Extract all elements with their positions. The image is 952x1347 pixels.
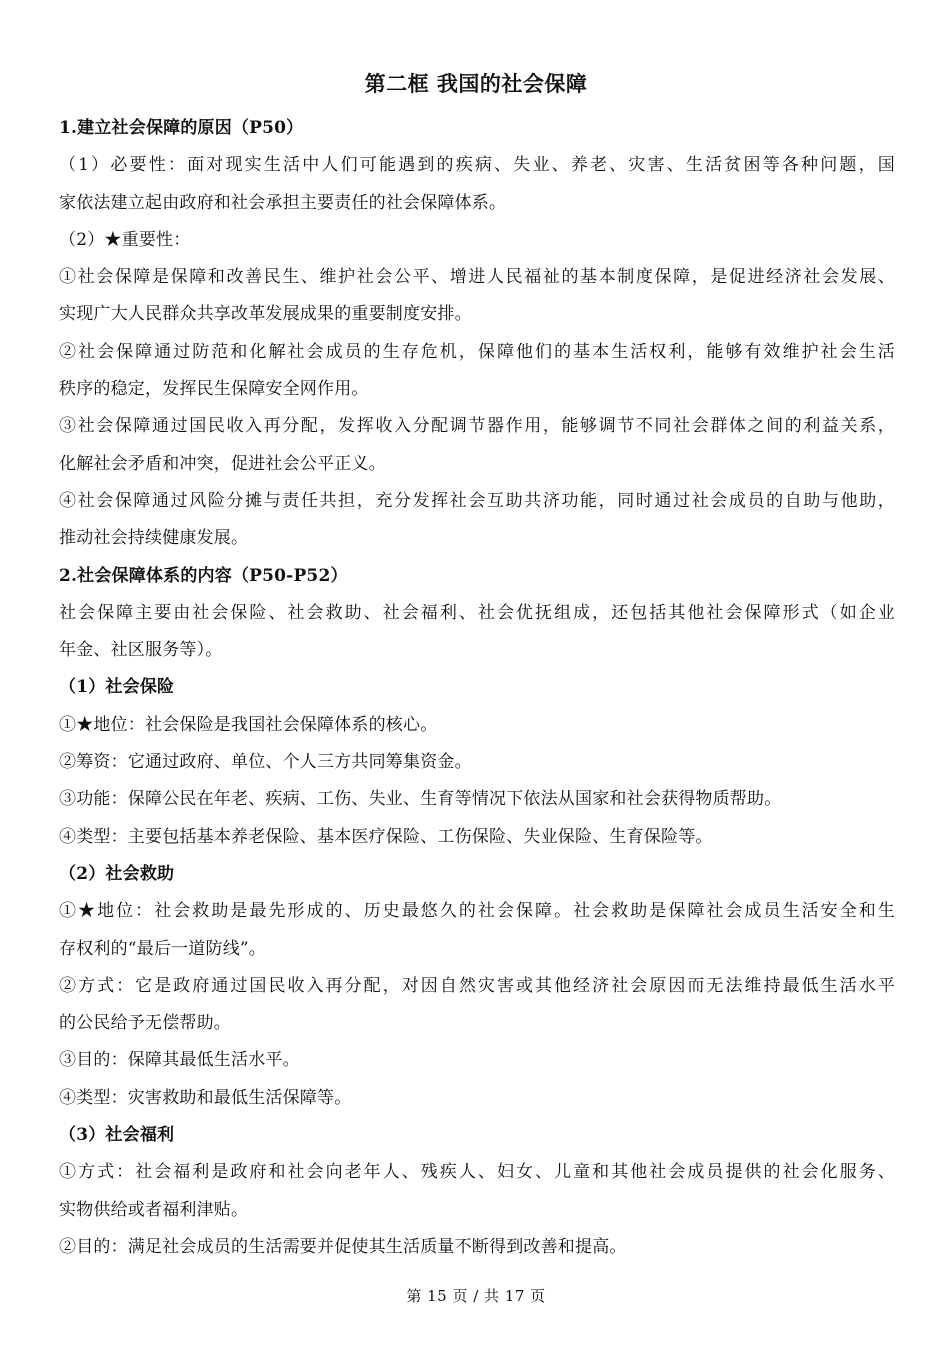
section-heading: （2）社会救助	[59, 863, 175, 884]
paragraph-line: ②方式：它是政府通过国民收入再分配，对因自然灾害或其他经济社会原因而无法维持最低生活水平	[59, 975, 895, 996]
section-heading: （1）社会保险	[59, 677, 175, 698]
paragraph-line: ③社会保障通过国民收入再分配，发挥收入分配调节器作用，能够调节不同社会群体之间的利益关系，	[59, 416, 895, 437]
section-heading: 1.建立社会保障的原因（P50）	[59, 118, 304, 138]
paragraph-line: ②社会保障通过防范和化解社会成员的生存危机，保障他们的基本生活权利，能够有效维护社会生活	[59, 341, 895, 362]
paragraph-line: 实物供给或者福利津贴。	[59, 1199, 249, 1220]
paragraph-line: ②筹资：它通过政府、单位、个人三方共同筹集资金。	[59, 752, 472, 773]
paragraph-line: ③目的：保障其最低生活水平。	[59, 1050, 300, 1071]
paragraph-line: ③功能：保障公民在年老、疾病、工伤、失业、生育等情况下依法从国家和社会获得物质帮助。	[59, 789, 782, 810]
paragraph-line: 推动社会持续健康发展。	[59, 528, 249, 549]
paragraph-line: 年金、社区服务等）。	[59, 640, 223, 661]
paragraph-line: （1）必要性：面对现实生活中人们可能遇到的疾病、失业、养老、灾害、生活贫困等各种问题，国	[59, 155, 895, 176]
paragraph-line: 家依法建立起由政府和社会承担主要责任的社会保障体系。	[59, 192, 507, 213]
section-heading: （3）社会福利	[59, 1125, 175, 1146]
paragraph-line: ①社会保障是保障和改善民生、维护社会公平、增进人民福祉的基本制度保障，是促进经济社会发展、	[59, 267, 895, 288]
paragraph-line: ②目的：满足社会成员的生活需要并促使其生活质量不断得到改善和提高。	[59, 1236, 627, 1257]
paragraph-line: 化解社会矛盾和冲突，促进社会公平正义。	[59, 453, 386, 474]
section-heading: 2.社会保障体系的内容（P50-P52）	[59, 565, 348, 586]
paragraph-line: ④社会保障通过风险分摊与责任共担，充分发挥社会互助共济功能，同时通过社会成员的自助与他助，	[59, 490, 895, 511]
document-body	[59, 110, 895, 1266]
paragraph-line: 社会保障主要由社会保险、社会救助、社会福利、社会优抚组成，还包括其他社会保障形式（如企业	[59, 602, 895, 623]
paragraph-line: 实现广大人民群众共享改革发展成果的重要制度安排。	[59, 304, 472, 325]
paragraph-line: ④类型：主要包括基本养老保险、基本医疗保险、工伤保险、失业保险、生育保险等。	[59, 826, 713, 847]
paragraph-line: ①★地位：社会保险是我国社会保障体系的核心。	[59, 714, 438, 735]
paragraph-line: 的公民给予无偿帮助。	[59, 1013, 231, 1034]
paragraph-line: 存权利的“最后一道防线”。	[59, 938, 266, 959]
paragraph-line: ①★地位：社会救助是最先形成的、历史最悠久的社会保障。社会救助是保障社会成员生活安全和生	[59, 901, 895, 922]
page-title: 第二框 我国的社会保障	[364, 71, 588, 96]
paragraph-line: 秩序的稳定，发挥民生保障安全网作用。	[59, 379, 369, 400]
paragraph-line: ④类型：灾害救助和最低生活保障等。	[59, 1087, 352, 1108]
paragraph-line: （2）★重要性：	[59, 229, 191, 250]
page-footer: 第 15 页 / 共 17 页	[406, 1287, 546, 1305]
paragraph-line: ①方式：社会福利是政府和社会向老年人、残疾人、妇女、儿童和其他社会成员提供的社会化服务、	[59, 1162, 895, 1183]
